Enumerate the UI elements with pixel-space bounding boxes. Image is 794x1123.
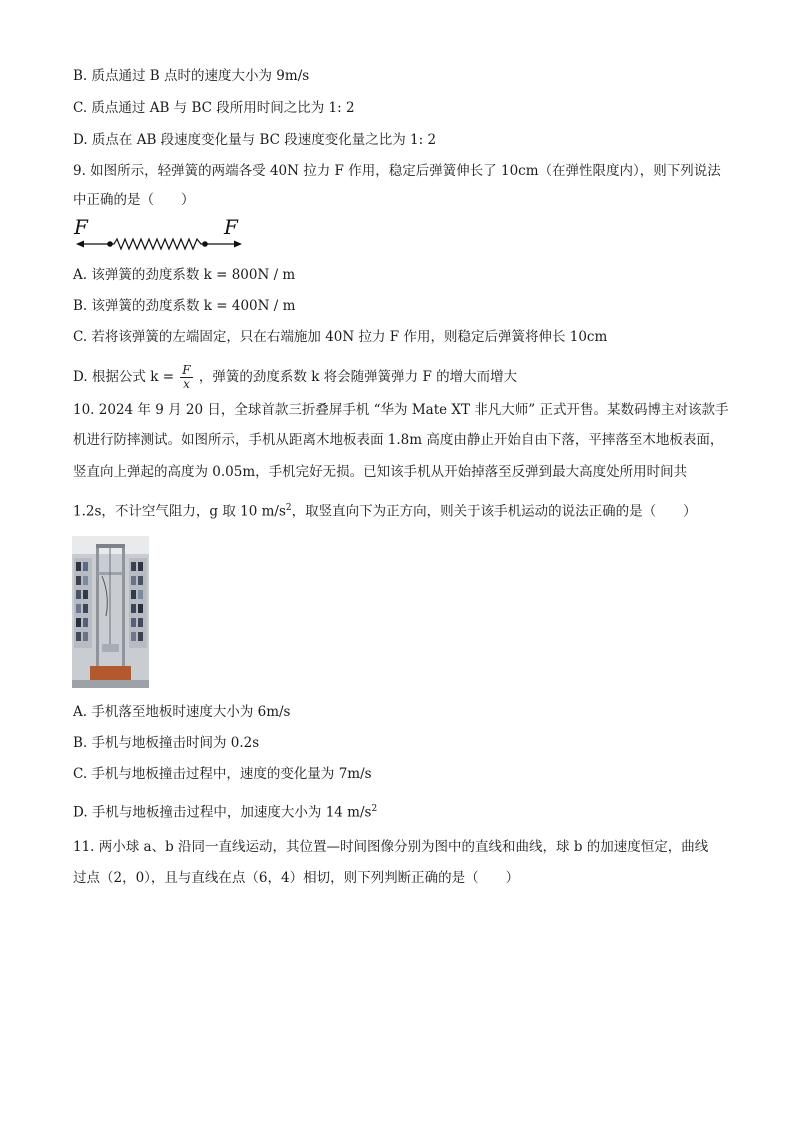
q11-stem-line1: 11. 两小球 a、b 沿同一直线运动，其位置—时间图像分别为图中的直线和曲线，球 b 的加速度恒定，曲线 <box>73 839 709 855</box>
q10-stem-line4-sup: 2 <box>285 503 292 513</box>
left-force-arrowhead <box>76 241 84 248</box>
q9-option-b: B. 该弹簧的劲度系数 k = 400N / m <box>73 298 296 314</box>
q9-stem-line1: 9. 如图所示，轻弹簧的两端各受 40N 拉力 F 作用，稳定后弹簧伸长了 10cm（在弹性限度内），则下列说法 <box>73 163 721 179</box>
spring-coil <box>110 239 205 249</box>
q10-option-c: C. 手机与地板撞击过程中，速度的变化量为 7m/s <box>73 766 372 782</box>
wood-floor-plate <box>90 666 131 680</box>
q8-option-b: B. 质点通过 B 点时的速度大小为 9m/s <box>73 68 310 84</box>
q8-option-d: D. 质点在 AB 段速度变化量与 BC 段速度变化量之比为 1: 2 <box>73 132 437 148</box>
spring-figure <box>72 216 252 256</box>
q9-stem-line2: 中正确的是（ ） <box>73 192 195 208</box>
q10-stem-line4-b: ，取竖直向下为正方向，则关于该手机运动的说法正确的是（ ） <box>291 503 697 520</box>
force-label-right: F <box>224 216 238 239</box>
right-force-arrowhead <box>234 241 242 248</box>
q10-stem-line1: 10. 2024 年 9 月 20 日，全球首款三折叠屏手机 “华为 Mate XT 非凡大师” 正式开售。某数码博主对该款手 <box>73 402 729 418</box>
fraction-denominator: x <box>183 377 190 391</box>
q9-option-c: C. 若将该弹簧的左端固定，只在右端施加 40N 拉力 F 作用，则稳定后弹簧将伸长 10cm <box>73 329 608 345</box>
phone-display-wall-right <box>129 558 147 648</box>
q10-option-d <box>73 799 377 823</box>
q9-option-d <box>73 364 517 391</box>
q11-stem-line2: 过点（2，0），且与直线在点（6，4）相切，则下列判断正确的是（ ） <box>73 870 520 886</box>
q9-option-d-prefix: D. 根据公式 k = <box>73 369 174 385</box>
phone-display-wall-left <box>74 558 92 648</box>
force-label-left: F <box>74 216 88 239</box>
q10-option-b: B. 手机与地板撞击时间为 0.2s <box>73 735 260 751</box>
q9-option-a: A. 该弹簧的劲度系数 k = 800N / m <box>73 267 296 283</box>
q10-stem-line4 <box>73 498 697 522</box>
fraction-numerator: F <box>182 363 191 377</box>
q9-option-d-suffix: ，弹簧的劲度系数 k 将会随弹簧弹力 F 的增大而增大 <box>198 369 518 385</box>
drop-test-photo <box>72 536 149 688</box>
q10-stem-line3: 竖直向上弹起的高度为 0.05m，手机完好无损。已知该手机从开始掉落至反弹到最大高度处所用时间共 <box>73 464 688 480</box>
q10-option-d-text: D. 手机与地板撞击过程中，加速度大小为 14 m/s <box>73 804 372 821</box>
q10-stem-line4-a: 1.2s，不计空气阻力，g 取 10 m/s <box>73 503 286 520</box>
q10-option-a: A. 手机落至地板时速度大小为 6m/s <box>73 704 291 720</box>
q10-stem-line2: 机进行防摔测试。如图所示，手机从距离木地板表面 1.8m 高度由静止开始自由下落，平摔落至木地板表面， <box>73 432 724 448</box>
formula-fraction <box>180 364 192 391</box>
q10-option-d-sup: 2 <box>371 804 378 814</box>
q8-option-c: C. 质点通过 AB 与 BC 段所用时间之比为 1: 2 <box>73 100 355 116</box>
